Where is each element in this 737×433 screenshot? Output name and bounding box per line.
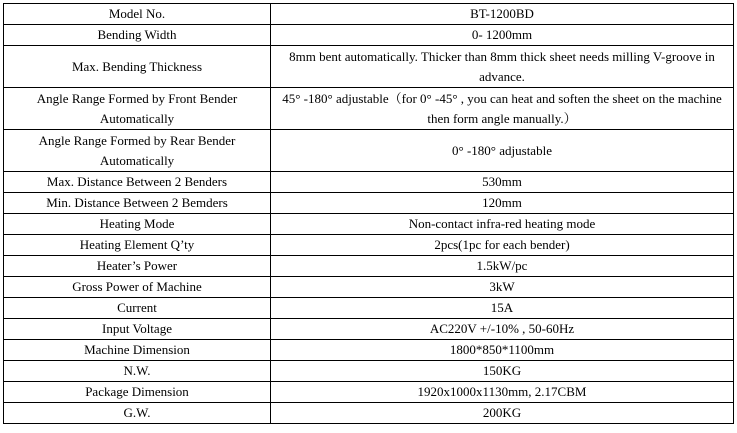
spec-label: Gross Power of Machine: [4, 277, 271, 298]
spec-value: 2pcs(1pc for each bender): [271, 235, 734, 256]
spec-label: N.W.: [4, 361, 271, 382]
spec-label: G.W.: [4, 403, 271, 424]
spec-label: Bending Width: [4, 25, 271, 46]
spec-value: Non-contact infra-red heating mode: [271, 214, 734, 235]
spec-value: BT-1200BD: [271, 4, 734, 25]
spec-value: 1920x1000x1130mm, 2.17CBM: [271, 382, 734, 403]
spec-label: Max. Bending Thickness: [4, 46, 271, 88]
spec-value: 45° -180° adjustable（for 0° -45° , you can heat and soften the sheet on the machine then form angle manually.）: [271, 88, 734, 130]
spec-value: 1800*850*1100mm: [271, 340, 734, 361]
table-row: [4, 361, 734, 382]
spec-label: Angle Range Formed by Rear Bender Automatically: [4, 130, 271, 172]
specification-table: [3, 3, 734, 424]
spec-label: Min. Distance Between 2 Bemders: [4, 193, 271, 214]
table-row: [4, 340, 734, 361]
table-row: [4, 172, 734, 193]
table-row: [4, 298, 734, 319]
table-row: [4, 46, 734, 88]
table-row: [4, 235, 734, 256]
spec-label: Input Voltage: [4, 319, 271, 340]
table-row: [4, 382, 734, 403]
spec-value: 530mm: [271, 172, 734, 193]
spec-label: Package Dimension: [4, 382, 271, 403]
spec-label: Heater’s Power: [4, 256, 271, 277]
spec-label: Angle Range Formed by Front Bender Automatically: [4, 88, 271, 130]
spec-value: AC220V +/-10% , 50-60Hz: [271, 319, 734, 340]
spec-value: 120mm: [271, 193, 734, 214]
spec-value: 150KG: [271, 361, 734, 382]
table-row: [4, 4, 734, 25]
spec-label: Heating Mode: [4, 214, 271, 235]
spec-label: Max. Distance Between 2 Benders: [4, 172, 271, 193]
spec-value: 8mm bent automatically. Thicker than 8mm thick sheet needs milling V-groove in advance.: [271, 46, 734, 88]
spec-value: 0- 1200mm: [271, 25, 734, 46]
spec-label: Machine Dimension: [4, 340, 271, 361]
table-row: [4, 403, 734, 424]
table-row: [4, 193, 734, 214]
table-row: [4, 277, 734, 298]
table-row: [4, 256, 734, 277]
table-row: [4, 214, 734, 235]
spec-value: 1.5kW/pc: [271, 256, 734, 277]
table-row: [4, 25, 734, 46]
spec-label: Model No.: [4, 4, 271, 25]
spec-label: Current: [4, 298, 271, 319]
spec-value: 200KG: [271, 403, 734, 424]
table-row: [4, 88, 734, 130]
table-row: [4, 130, 734, 172]
table-row: [4, 319, 734, 340]
spec-label: Heating Element Q’ty: [4, 235, 271, 256]
spec-value: 15A: [271, 298, 734, 319]
spec-value: 3kW: [271, 277, 734, 298]
spec-value: 0° -180° adjustable: [271, 130, 734, 172]
